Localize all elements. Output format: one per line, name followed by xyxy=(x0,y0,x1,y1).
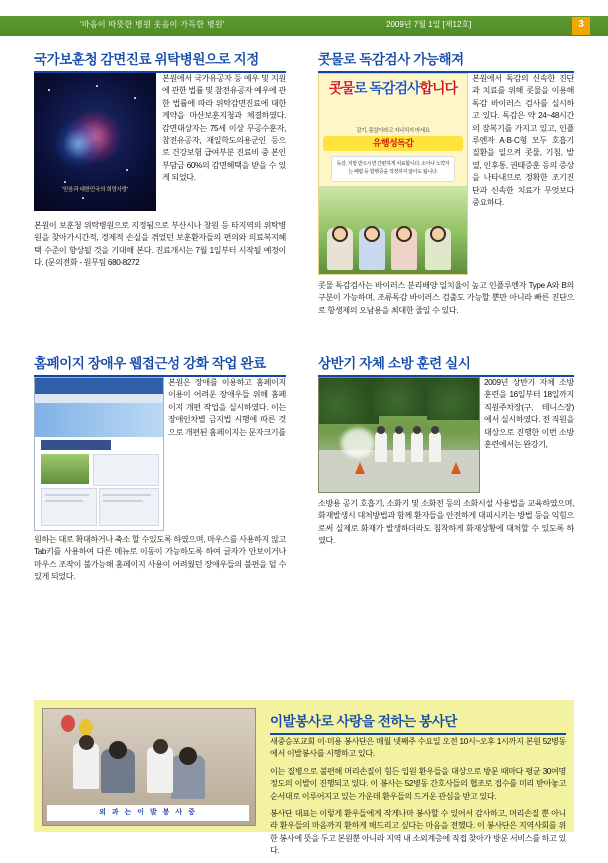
website-text-line xyxy=(103,494,151,496)
article-4-text-right: 2009년 상반기 자체 소방 훈련을 16일부터 18일까지 직원주차장(구, 테니스장)에서 실시하였다. 전 직원을 대상으로 진행한 이번 소방훈련에서는 완강기, xyxy=(484,378,574,450)
poster-subline: 감기, 몸살이라고 지나치지 마세요 xyxy=(356,128,430,134)
person-head xyxy=(413,426,421,434)
website-navbar xyxy=(35,394,163,403)
poster-title-main: 콧물 xyxy=(328,80,354,96)
star-dot xyxy=(96,85,98,87)
feature-paragraph: 봉사단 대표는 이렇게 환우들에게 작게나마 봉사할 수 있어서 감사하고, 머리손질 뿐 아니라 환우들의 마음까지 환하게 해드리고 싶다는 마음을 전했다. 이 봉사단은 지역사회를 위한 봉사에 뜻을 두고 본원뿐 아니라 지역 내 소외계층에 직접 찾아가 방문 서비스를 하고 있다. xyxy=(270,809,566,856)
website-photo xyxy=(41,454,89,484)
feature-rule xyxy=(270,733,566,735)
poster-note: 독감, 처방 받으시면 간편하게 치료합니다. 소아나 노약자는 폐렴 등 합병증을 작정하지 않아도 됩니다. xyxy=(331,156,455,182)
article-3-website-screenshot xyxy=(34,377,164,531)
barber-head xyxy=(153,739,168,754)
feature-title: 이발봉사로 사랑을 전하는 봉사단 xyxy=(270,714,458,729)
poster-title-sub: 로 독감검사 xyxy=(353,80,420,96)
article-2-text-full: 콧물 독감검사는 바이러스 분리배양 일치율이 높고 인플루엔자 Type A와 B의 구분이 가능하며, 조류독감 바이러스 검출도 가능할 뿐만 아니라 빠른 진단으로 항생제의 오남용을 최대한 줄일 수 있다. xyxy=(318,281,574,315)
poster-title xyxy=(319,78,467,98)
header-slogan: '마음이 따뜻한 병원 웃음이 가득한 병원' xyxy=(80,20,225,29)
star-dot xyxy=(82,197,84,199)
page-number: 3 xyxy=(578,19,584,30)
traffic-cone xyxy=(355,462,365,474)
article-2 xyxy=(318,48,574,315)
page-header-bar xyxy=(0,16,608,36)
article-1-text-full: 본원이 보훈청 위탁병원으로 지정됨으로 부산시나 창원 등 타지역의 위탁병원을 찾아가시간적, 경제적 손실을 겪었던 보훈환자들의 편의와 의료복지혜택 수준이 향상될 것을 기대해 본다. 진료개시는 7월 1일부터 시작될 예정이다. (문의전화 - 원무팀 680-8272 xyxy=(34,221,286,268)
article-1-title: 국가보훈청 감면진료 위탁병원으로 지정 xyxy=(34,52,259,67)
article-2-title: 콧물로 독감검사 가능해져 xyxy=(318,52,464,67)
article-2-poster xyxy=(318,73,468,275)
website-text-line xyxy=(103,500,143,502)
article-4 xyxy=(318,352,574,546)
barber-volunteer xyxy=(73,743,99,789)
poster-title-tail: 합니다 xyxy=(419,80,458,96)
trainee-person xyxy=(375,432,387,462)
star-dot xyxy=(134,97,136,99)
balloon xyxy=(61,715,75,732)
website-text-line xyxy=(45,494,89,496)
poster-child-head xyxy=(430,226,446,242)
tree-foliage xyxy=(373,378,433,416)
article-4-title: 상반기 자체 소방 훈련 실시 xyxy=(318,356,471,371)
article-1-image-caption: '믿음과 대한민국의 희망사랑' xyxy=(62,187,128,193)
feature-article xyxy=(34,700,574,856)
feature-text xyxy=(270,736,566,863)
article-1-text-right: 본원에서 국가유공자 등 예우 및 지원에 관한 법률 및 참전유공자 예우에 관한 법률에 따라 위탁감면진료에 대한 계약을 마산보훈지청과 체결하였다. 감면대상자는 75세 이상 무공수훈자, 참전유공자, 재일학도의용군인 등으로 건강보험 급여부분 진료비 중 본인부담금 60%의 감면혜택을 받을 수 있게 되었다. xyxy=(162,74,286,183)
article-2-text-right: 본원에서 독감의 신속한 진단과 치료를 위해 콧물을 이용해 독감 바이러스 검사를 실시하고 있다. 독감은 약 24~48시간의 잠복기를 가지고 있고, 인플루엔자 A·B·C형 모두 호흡기 질환을 일으켜 콧물, 기침, 발열, 인후통, 권태증훈 등의 증상을 나타내므로 정확한 조기진단과 신속한 치료가 무엇보다 중요하다. xyxy=(472,74,574,208)
star-dot xyxy=(48,89,50,91)
article-1-image xyxy=(34,73,156,211)
feature-paragraph: 이는 질병으로 불편해 머리손질이 힘든 입원 환우들을 대상으로 방문 때마다 평균 30여명 정도의 이발이 진행되고 있다. 이 봉사는 52병동 간호사들의 협조로 접수를 미리 받아놓고 순서대로 이루어지고 있는 가운데 환우들의 드거운 관심을 받고 있다. xyxy=(270,766,566,801)
tree-foliage xyxy=(427,378,480,420)
poster-band xyxy=(323,136,463,151)
star-dot xyxy=(64,181,66,183)
poster-child xyxy=(391,228,417,270)
poster-child-head xyxy=(396,226,412,242)
poster-photo xyxy=(319,186,467,274)
trainee-person xyxy=(411,432,423,462)
patient-head xyxy=(179,747,197,765)
patient-head xyxy=(109,741,127,759)
feature-heading xyxy=(270,710,566,735)
poster-child xyxy=(359,228,385,270)
website-titlebar xyxy=(35,378,163,394)
barber-volunteer xyxy=(147,747,173,793)
star-dot xyxy=(126,169,128,171)
header-issue: 2009년 7월 1일 [제12호] xyxy=(386,20,472,29)
website-panel xyxy=(93,454,159,486)
poster-child xyxy=(425,228,451,270)
poster-child-head xyxy=(364,226,380,242)
article-3 xyxy=(34,352,286,582)
trainee-person xyxy=(429,432,441,462)
seated-patient xyxy=(171,755,205,799)
feature-paragraph: 새중승포교회 이·미용 봉사단은 매월 넷째주 수요일 오전 10시~오후 1시까지 본원 52병동에서 이발봉사를 시행하고 있다. xyxy=(270,737,566,759)
trainee-person xyxy=(393,432,405,462)
barber-head xyxy=(79,735,94,750)
fire-smoke xyxy=(341,428,375,458)
article-4-photo xyxy=(318,377,480,493)
person-head xyxy=(377,426,385,434)
article-3-title: 홈페이지 장애우 웹접근성 강화 작업 완료 xyxy=(34,356,266,371)
poster-child-head xyxy=(332,226,348,242)
article-3-text-full: 원하는 대로 확대하거나 축소 할 수있도록 하였으며, 마우스를 사용하지 않고 Tab키를 사용하여 다른 메뉴로 이동이 가능하도록 하여 글자가 안보이거나 마우스 조작이 불가능해 홈페이지 사용이 어려웠던 장애우들의 불편을 덜 수 있게 되었다. xyxy=(34,535,286,582)
article-1 xyxy=(34,48,286,268)
website-logo xyxy=(41,440,111,450)
poster-child xyxy=(327,228,353,270)
article-3-text-right: 본원은 장애를 이용하고 홈페이지 이용이 어려운 장애우들 위해 홈페이지 개편 작업을 실시하였다. 이는 장애인차별 금지법 시행에 따른 것으로 개편된 홈페이지는 문자크기를 xyxy=(168,378,286,437)
balloon xyxy=(79,719,93,736)
website-banner xyxy=(35,403,163,437)
nebula-blue xyxy=(52,121,104,167)
poster-band-text: 유행성독감 xyxy=(372,138,414,148)
article-4-text-full: 소방용 공기 호흡기, 소화기 및 소화전 등의 소화시설 사용법을 교육하였으며, 화재발생시 대처방법과 함께 환자들을 안전하게 대피시키는 방법 등을 익힘으로써 실제로 화재가 발생하더라도 침착하게 화재상황에 대처할 수 있도록 하였다. xyxy=(318,499,574,546)
seated-patient xyxy=(101,749,135,793)
tree-foliage xyxy=(318,378,379,424)
feature-photo-banner: 외 과 는 이 발 봉 사 중 xyxy=(47,805,249,821)
person-head xyxy=(395,426,403,434)
feature-photo xyxy=(42,708,256,826)
website-text-line xyxy=(45,500,83,502)
traffic-cone xyxy=(451,462,461,474)
person-head xyxy=(431,426,439,434)
